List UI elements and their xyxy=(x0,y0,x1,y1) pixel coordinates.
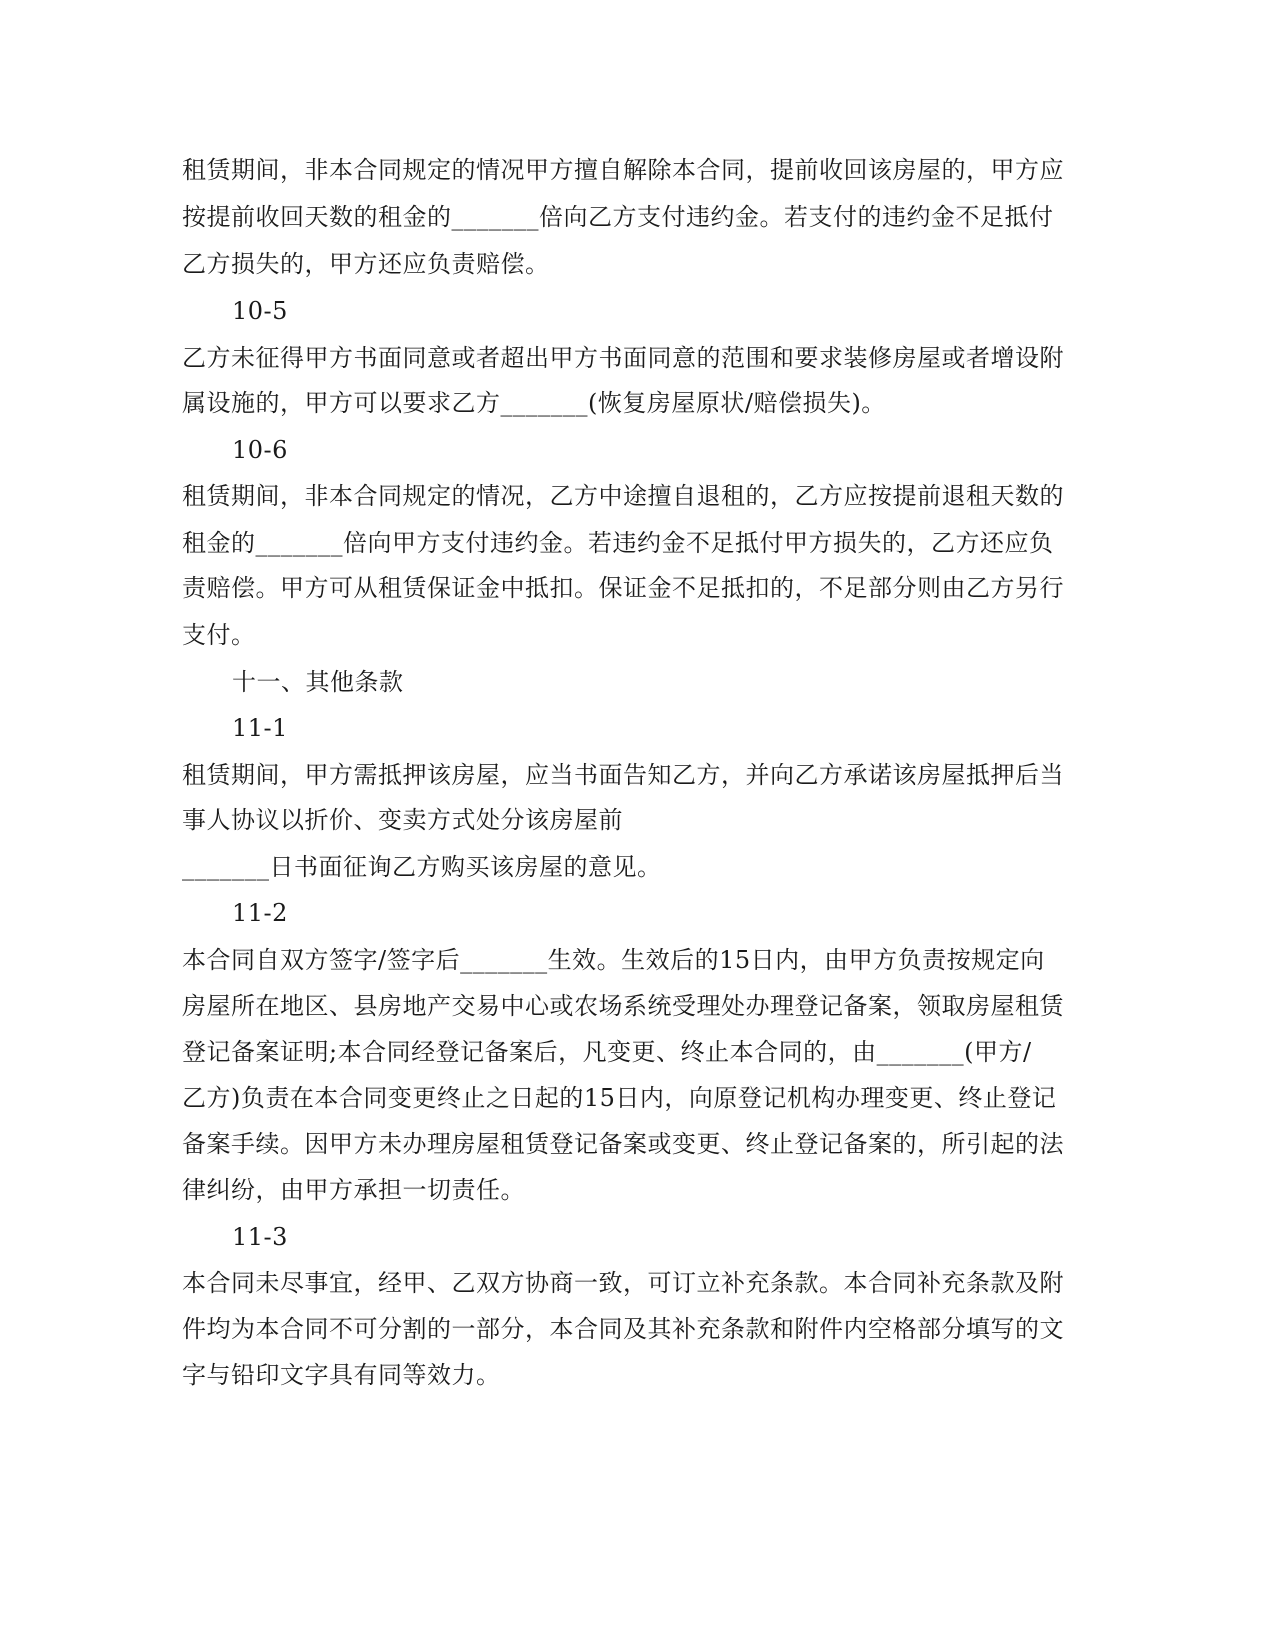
text-line: 乙方损失的，甲方还应负责赔偿。 xyxy=(182,250,550,278)
text-line: 件均为本合同不可分割的一部分，本合同及其补充条款和附件内空格部分填写的文 xyxy=(182,1315,1064,1343)
text-line: 属设施的，甲方可以要求乙方_______(恢复房屋原状/赔偿损失)。 xyxy=(182,389,886,417)
text-line: 登记备案证明;本合同经登记备案后，凡变更、终止本合同的，由_______(甲方/ xyxy=(182,1038,1032,1066)
clause-number: 11-2 xyxy=(232,899,288,927)
text-line: 乙方未征得甲方书面同意或者超出甲方书面同意的范围和要求装修房屋或者增设附 xyxy=(182,344,1064,372)
clause-number: 11-1 xyxy=(232,714,288,742)
text-line: 租赁期间，甲方需抵押该房屋，应当书面告知乙方，并向乙方承诺该房屋抵押后当 xyxy=(182,761,1064,789)
text-line: 房屋所在地区、县房地产交易中心或农场系统受理处办理登记备案，领取房屋租赁 xyxy=(182,992,1064,1020)
section-heading: 十一、其他条款 xyxy=(232,668,404,696)
clause-number: 11-3 xyxy=(232,1223,288,1251)
text-line: 本合同自双方签字/签字后_______生效。生效后的15日内，由甲方负责按规定向 xyxy=(182,946,1045,974)
text-line: 租赁期间，非本合同规定的情况甲方擅自解除本合同，提前收回该房屋的，甲方应 xyxy=(182,156,1064,184)
text-line: 备案手续。因甲方未办理房屋租赁登记备案或变更、终止登记备案的，所引起的法 xyxy=(182,1130,1064,1158)
text-line: 租金的_______倍向甲方支付违约金。若违约金不足抵付甲方损失的，乙方还应负 xyxy=(182,529,1054,557)
clause-number: 10-5 xyxy=(232,297,288,325)
text-line: 责赔偿。甲方可从租赁保证金中抵扣。保证金不足抵扣的，不足部分则由乙方另行 xyxy=(182,574,1064,602)
text-line: 支付。 xyxy=(182,621,256,649)
text-line: _______日书面征询乙方购买该房屋的意见。 xyxy=(182,853,662,881)
text-line: 字与铅印文字具有同等效力。 xyxy=(182,1361,501,1389)
text-line: 租赁期间，非本合同规定的情况，乙方中途擅自退租的，乙方应按提前退租天数的 xyxy=(182,482,1064,510)
text-line: 乙方)负责在本合同变更终止之日起的15日内，向原登记机构办理变更、终止登记 xyxy=(182,1084,1057,1112)
text-line: 本合同未尽事宜，经甲、乙双方协商一致，可订立补充条款。本合同补充条款及附 xyxy=(182,1269,1064,1297)
text-line: 事人协议以折价、变卖方式处分该房屋前 xyxy=(182,806,623,834)
text-line: 按提前收回天数的租金的_______倍向乙方支付违约金。若支付的违约金不足抵付 xyxy=(182,203,1054,231)
text-line: 律纠纷，由甲方承担一切责任。 xyxy=(182,1176,525,1204)
clause-number: 10-6 xyxy=(232,436,288,464)
